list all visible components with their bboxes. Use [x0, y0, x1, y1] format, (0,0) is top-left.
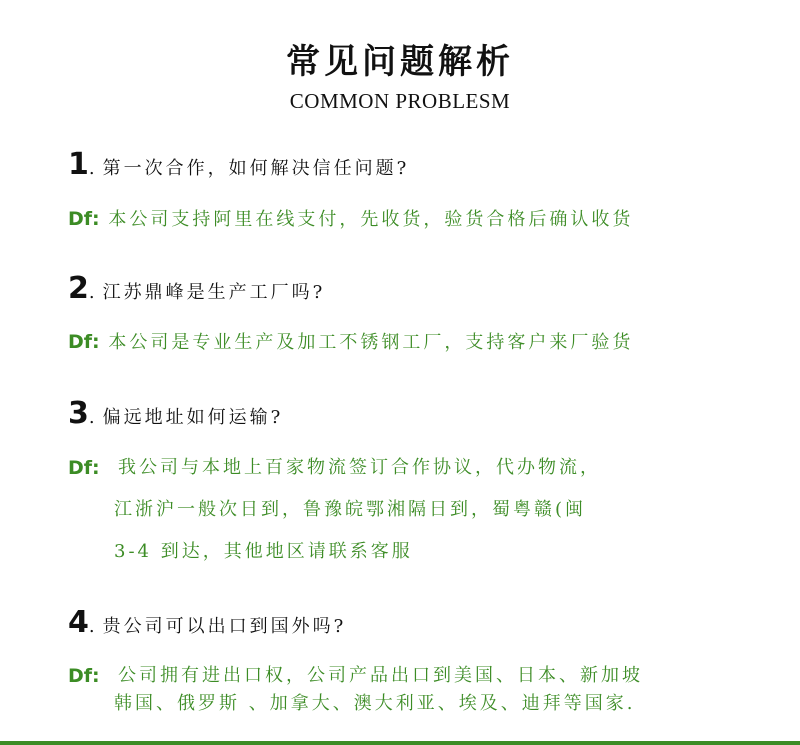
- answer-line: 江浙沪一般次日到，鲁豫皖鄂湘隔日到，蜀粤赣(闽: [114, 499, 587, 520]
- answer-label: Df:: [68, 208, 100, 230]
- question-text: 贵公司可以出口到国外吗?: [102, 616, 347, 637]
- question-number: 4: [68, 605, 89, 640]
- question-dot: .: [88, 158, 95, 179]
- faq-question-1: [68, 148, 409, 182]
- answer-line: 公司拥有进出口权，公司产品出口到美国、日本、新加坡: [118, 665, 643, 686]
- answer-label: Df:: [68, 457, 100, 479]
- answer-line: 本公司支持阿里在线支付，先收货，验货合格后确认收货: [108, 209, 634, 230]
- answer-label: Df:: [68, 331, 100, 353]
- faq-answer-4: [68, 664, 768, 724]
- question-number: 1: [68, 147, 89, 182]
- page-subtitle: COMMON PROBLESM: [289, 89, 511, 113]
- faq-question-4: [68, 606, 346, 640]
- faq-answer-1: [68, 207, 633, 232]
- question-text: 偏远地址如何运输?: [102, 407, 284, 428]
- question-dot: .: [88, 616, 95, 637]
- question-number: 2: [68, 271, 89, 306]
- answer-line: 本公司是专业生产及加工不锈钢工厂，支持客户来厂验货: [108, 332, 634, 353]
- answer-label: Df:: [68, 665, 100, 687]
- page-header: [0, 40, 800, 114]
- faq-question-2: [68, 272, 325, 306]
- answer-line: 我公司与本地上百家物流签订合作协议，代办物流，: [118, 457, 601, 478]
- answer-line: 3-4 到达，其他地区请联系客服: [114, 541, 413, 562]
- question-number: 3: [68, 396, 89, 431]
- question-dot: .: [88, 282, 95, 303]
- bottom-divider: [0, 741, 800, 745]
- faq-question-3: [68, 397, 283, 431]
- page-title: 常见问题解析: [286, 42, 514, 82]
- faq-answer-2: [68, 330, 633, 355]
- question-text: 第一次合作，如何解决信任问题?: [102, 158, 410, 179]
- faq-answer-3: [68, 456, 768, 566]
- question-text: 江苏鼎峰是生产工厂吗?: [102, 282, 326, 303]
- answer-line: 韩国、俄罗斯 、加拿大、澳大利亚、埃及、迪拜等国家.: [114, 693, 636, 714]
- question-dot: .: [88, 407, 95, 428]
